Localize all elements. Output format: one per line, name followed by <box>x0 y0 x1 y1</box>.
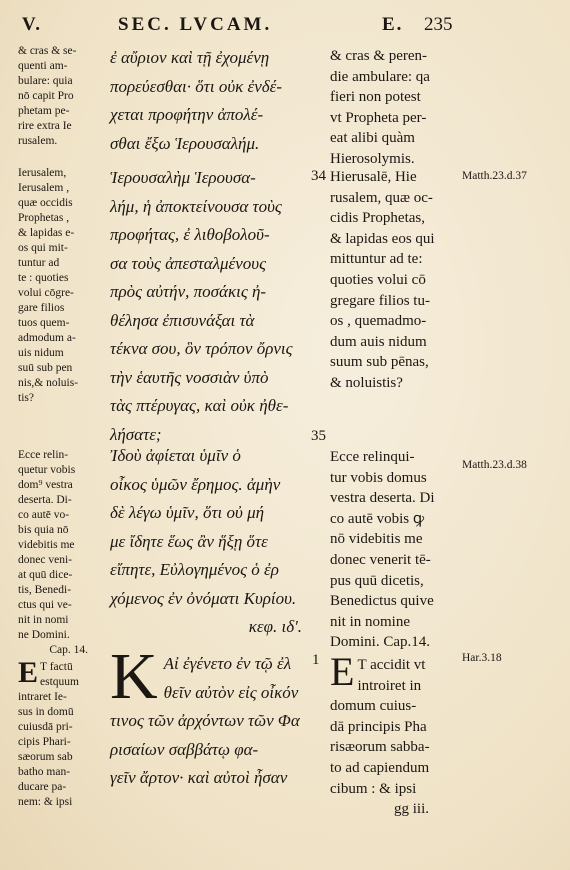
text-line: estquum <box>40 676 79 688</box>
greek-line: Ἰδοὺ ἀφίεται ὑμῖν ὁ <box>110 446 241 465</box>
text-line: donec venerit tē- <box>330 551 431 568</box>
text-line: Ierusalem , <box>18 182 70 194</box>
running-head-letter: E. <box>382 14 404 35</box>
text-line: nō videbitis me <box>330 531 423 548</box>
text-line: mittuntur ad te: <box>330 251 423 268</box>
greek-line: θεῖν αὐτὸν εἰς οἶκόν <box>163 682 299 702</box>
greek-line: προφήτας, ἐ λιθοβολοῦ- <box>110 225 270 244</box>
greek-line: λήσατε; <box>110 424 162 444</box>
text-line: batho man- <box>18 766 71 778</box>
text-line: eat alibi quàm <box>330 130 415 147</box>
left-block-1 <box>18 44 96 149</box>
text-line: suū sub pen <box>18 362 73 374</box>
text-line: Prophetas , <box>18 212 70 224</box>
text-line: tur vobis domus <box>330 469 427 486</box>
text-line: nit in nomine <box>330 613 410 630</box>
text-line: cipis Phari- <box>18 736 71 748</box>
greek-line: δὲ λέγω ὑμῖν, ὅτι οὐ μή <box>110 503 265 522</box>
greek-line: εἴπητε, Εὐλογημένος ὁ ἐρ <box>110 560 279 579</box>
text-line: risæorum sabba- <box>330 739 430 756</box>
text-line: rire extra Ie <box>18 120 72 132</box>
text-line: at quū dice- <box>18 569 73 581</box>
text-line: sus in domū <box>18 706 74 718</box>
text-line: die ambulare: qa <box>330 68 430 85</box>
text-line: ducare pa- <box>18 781 67 793</box>
text-line: videbitis me <box>18 539 75 551</box>
text-line: T accidit vt <box>357 657 426 673</box>
text-line: Domini. Cap.14. <box>330 634 430 651</box>
text-line: nit in nomi <box>18 614 69 626</box>
latin-block-2 <box>330 167 462 394</box>
text-line: Hierusalē, Hie <box>330 169 417 185</box>
text-line: quæ occidis <box>18 197 73 209</box>
text-line: domum cuius- <box>330 698 417 715</box>
text-line: & lapidas e- <box>18 227 75 239</box>
greek-block-2 <box>110 164 310 449</box>
text-line: tuntur ad <box>18 257 60 269</box>
text-line: tis? <box>18 392 34 404</box>
greek-line: ἐ αὔριον καὶ τῇ ἐχομένῃ <box>110 48 270 67</box>
greek-block-1 <box>110 44 310 158</box>
text-line: os qui mit- <box>18 242 68 254</box>
text-line: nō capit Pro <box>18 90 74 102</box>
text-line: nem: & ipsi <box>18 796 73 808</box>
margin-reference: Har.3.18 <box>462 652 502 664</box>
drop-cap: K <box>110 640 158 713</box>
greek-block-3 <box>110 442 310 642</box>
greek-line: Ἱερουσαλὴμ Ἱερουσα- <box>110 168 256 187</box>
text-line: rusalem, quæ oc- <box>330 189 433 206</box>
text-line: ne Domini. <box>18 629 70 641</box>
text-line: volui cōgre- <box>18 287 74 299</box>
text-line: gregare filios tu- <box>330 292 430 309</box>
text-line: nis,& noluis- <box>18 377 79 389</box>
greek-line: οἶκος ὑμῶν ἔρημος. ἀμὴν <box>110 474 281 494</box>
page-number: 235 <box>424 14 453 35</box>
verse-number-35: 35 <box>311 428 326 444</box>
left-block-4 <box>18 656 96 810</box>
greek-line: τέκνα σου, ὃν τρόπον ὄρνις <box>110 339 293 358</box>
text-line: tis, Benedi- <box>18 584 72 596</box>
greek-line: με ἴδητε ἕως ἂν ἥξῃ ὅτε <box>110 531 268 551</box>
text-line: bis quia nō <box>18 524 69 536</box>
text-line: Ecce relinqui- <box>330 449 415 465</box>
greek-line: λήμ, ἡ ἀποκτείνουσα τοὺς <box>110 196 282 216</box>
verse-number-1: 1 <box>312 652 320 668</box>
greek-line: χόμενος ἐν ὀνόματι Κυρίου. <box>110 588 297 608</box>
text-line: Ecce relin- <box>18 449 69 461</box>
signature-mark: gg iii. <box>394 801 430 818</box>
margin-reference: Matth.23.d.38 <box>462 459 527 471</box>
text-line: vestra deserta. Di <box>330 490 435 507</box>
left-block-2 <box>18 166 96 406</box>
greek-line: γεῖν ἄρτον· καὶ αὐτοὶ ἦσαν <box>110 768 288 787</box>
greek-line: σα τοὺς ἀπεσταλμένους <box>110 253 266 273</box>
text-line: cuiusdā pri- <box>18 721 73 733</box>
text-line: co autē vo- <box>18 509 70 521</box>
left-block-3 <box>18 448 96 658</box>
drop-cap: E <box>18 656 39 689</box>
chapter-label: Cap. 14. <box>49 644 88 656</box>
text-line: dom⁹ vestra <box>18 479 73 491</box>
greek-block-4 <box>110 640 310 793</box>
text-line: Benedictus quive <box>330 593 434 610</box>
text-line: intraret Ie- <box>18 691 67 703</box>
chapter-label: κεφ. ιδ'. <box>248 617 302 636</box>
greek-line: τινος τῶν ἀρχόντων τῶν Φα <box>110 711 300 730</box>
text-line: phetam pe- <box>18 105 70 117</box>
text-line: Hierosolymis. <box>330 150 415 167</box>
greek-line: τὰς πτέρυγας, καὶ οὐκ ἠθε- <box>110 396 289 415</box>
text-line: introiret in <box>357 677 422 694</box>
greek-line: πορεύεσθαι· ὅτι οὐκ ἐνδέ- <box>110 76 283 96</box>
text-line: donec veni- <box>18 554 72 566</box>
text-line: & lapidas eos qui <box>330 230 435 247</box>
text-line: cidis Prophetas, <box>330 210 425 227</box>
text-line: admodum a- <box>18 332 76 344</box>
text-line: sæorum sab <box>18 751 73 763</box>
running-head-left: V. <box>22 14 43 35</box>
greek-line: χεται προφήτην ἀπολέ- <box>110 105 264 124</box>
text-line: dā principis Pha <box>330 718 427 735</box>
running-head-title: SEC. LVCAM. <box>118 14 273 35</box>
greek-line: σθαι ἔξω Ἱερουσαλήμ. <box>110 133 260 153</box>
text-line: quoties volui cō <box>330 271 426 288</box>
text-line: te : quoties <box>18 272 69 284</box>
text-line: fieri non potest <box>330 89 421 106</box>
latin-block-3 <box>330 447 462 653</box>
text-line: & cras & se- <box>18 45 77 57</box>
text-line: suum sub pēnas, <box>330 354 429 371</box>
text-line: deserta. Di- <box>18 494 72 506</box>
drop-cap: E <box>330 649 355 694</box>
text-line: vt Propheta per- <box>330 109 427 126</box>
text-line: Ierusalem, <box>18 167 67 179</box>
text-line: & cras & peren- <box>330 48 428 64</box>
text-line: dum auis nidum <box>330 333 427 350</box>
text-line: to ad capiendum <box>330 759 430 776</box>
text-line: os , quemadmo- <box>330 313 427 330</box>
margin-reference: Matth.23.d.37 <box>462 170 527 182</box>
text-line: & noluistis? <box>330 374 403 391</box>
text-line: quetur vobis <box>18 464 76 476</box>
text-line: rusalem. <box>18 135 58 147</box>
latin-block-1 <box>330 46 462 170</box>
verse-number-34: 34 <box>311 168 326 184</box>
text-line: gare filios <box>18 302 65 314</box>
text-line: tuos quem- <box>18 317 70 329</box>
text-line: cibum : & ipsi <box>330 780 417 797</box>
text-line: quenti am- <box>18 60 68 72</box>
text-line: bulare: quia <box>18 75 73 87</box>
greek-line: ρισαίων σαββάτῳ φα- <box>110 739 259 759</box>
text-line: ctus qui ve- <box>18 599 72 611</box>
text-line: uis nidum <box>18 347 64 359</box>
text-line: co autē vobis ꝙ <box>330 510 425 527</box>
greek-line: θέλησα ἐπισυνάξαι τὰ <box>110 310 255 330</box>
text-line: T factū <box>40 661 73 673</box>
latin-block-4 <box>330 649 462 820</box>
greek-line: τὴν ἑαυτῆς νοσσιὰν ὑπὸ <box>110 367 269 387</box>
greek-line: Αἰ ἐγένετο ἐν τῷ ἐλ <box>163 654 292 673</box>
text-line: pus quū dicetis, <box>330 572 424 589</box>
greek-line: πρὸς αὐτήν, ποσάκις ἠ- <box>110 282 267 301</box>
